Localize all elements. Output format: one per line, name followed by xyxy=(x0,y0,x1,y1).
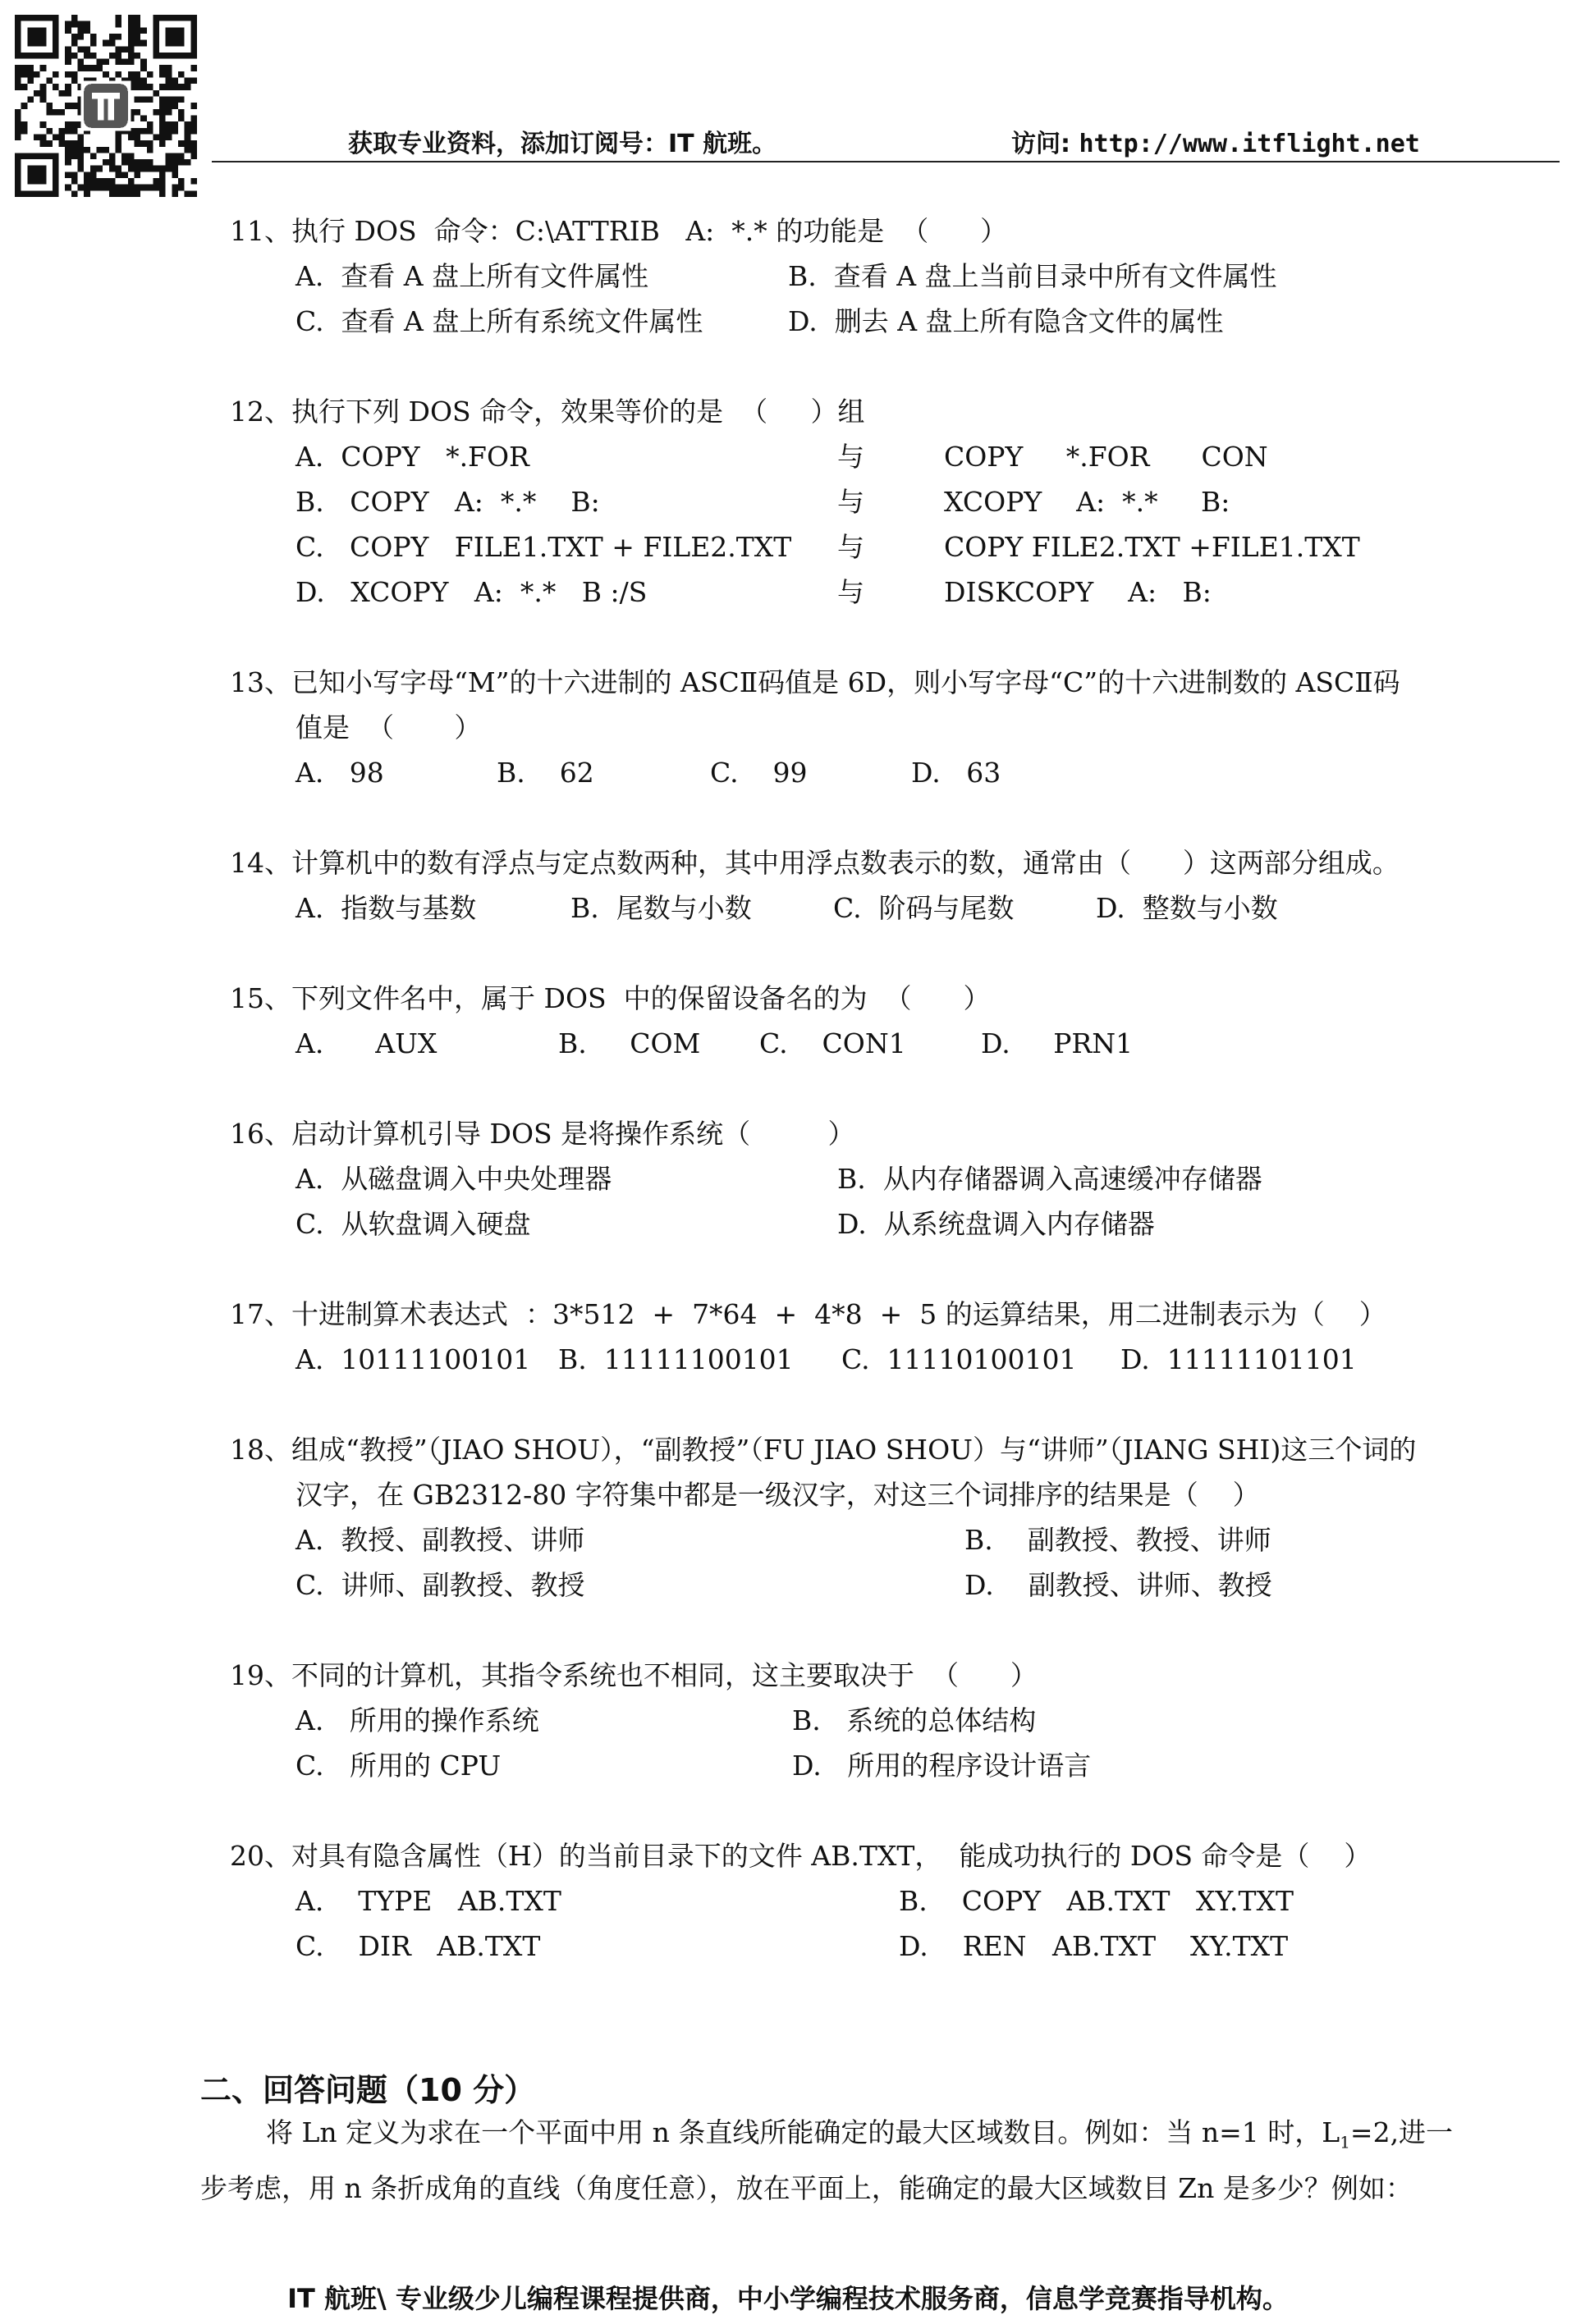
question-block xyxy=(230,660,1560,795)
option-item: B. COM xyxy=(558,1027,701,1059)
header-subscribe-text: 获取专业资料，添加订阅号：IT 航班。 xyxy=(348,130,777,158)
header-visit-label: 访问: xyxy=(1011,130,1070,158)
question-list xyxy=(230,208,1560,2014)
question-block xyxy=(230,1833,1560,1969)
option-item: B. 11111100101 xyxy=(558,1343,794,1375)
option-item: A. 指数与基数 xyxy=(296,892,477,924)
section-2-line-1-end: =2,进一 xyxy=(1349,2116,1454,2148)
section-2-line-2: 步考虑，用 n 条折成角的直线（角度任意），放在平面上，能确定的最大区域数目 Zn 是多少？例如： xyxy=(200,2171,1413,2204)
option-row xyxy=(230,1743,1560,1788)
section-2-line-1 xyxy=(200,2110,1563,2166)
option-item: C. COPY FILE1.TXT + FILE2.TXT xyxy=(296,531,792,563)
option-row xyxy=(230,524,1560,570)
question-stem: 汉字，在 GB2312-80 字符集中都是一级汉字，对这三个词排序的结果是（ ） xyxy=(296,1479,1260,1511)
question-block xyxy=(230,840,1560,931)
option-item: B. 副教授、教授、讲师 xyxy=(964,1524,1271,1556)
option-item: 与 xyxy=(837,576,864,608)
question-block xyxy=(230,1292,1560,1382)
question-stem: 20、对具有隐含属性（H）的当前目录下的文件 AB.TXT， 能成功执行的 DOS 命令是（ ） xyxy=(230,1840,1372,1872)
question-block xyxy=(230,208,1560,344)
question-stem: 值是 （ ） xyxy=(296,711,482,743)
question-block xyxy=(230,389,1560,615)
option-item: D. 从系统盘调入内存储器 xyxy=(837,1208,1155,1240)
option-item: D. 63 xyxy=(911,757,1001,789)
option-row xyxy=(230,885,1560,931)
option-item: C. CON1 xyxy=(759,1027,906,1059)
qr-code-image xyxy=(15,15,197,197)
option-row xyxy=(230,1337,1560,1382)
question-stem: 16、启动计算机引导 DOS 是将操作系统（ ） xyxy=(230,1118,855,1150)
option-item: B. 系统的总体结构 xyxy=(792,1704,1037,1736)
option-item: C. 讲师、副教授、教授 xyxy=(296,1569,585,1601)
question-stem: 18、组成“教授”（JIAO SHOU），“副教授”（FU JIAO SHOU）与“讲师”（JIANG SHI)这三个词的 xyxy=(230,1434,1417,1466)
option-item: B. 查看 A 盘上当前目录中所有文件属性 xyxy=(788,260,1277,292)
option-item: D. 删去 A 盘上所有隐含文件的属性 xyxy=(788,305,1224,337)
option-row xyxy=(230,1517,1560,1562)
option-item: B. COPY A: *.* B: xyxy=(296,486,600,518)
header-divider xyxy=(212,161,1560,162)
section-2-body xyxy=(200,2110,1563,2211)
option-item: A. 10111100101 xyxy=(296,1343,531,1375)
question-block xyxy=(230,976,1560,1066)
question-stem: 19、不同的计算机，其指令系统也不相同，这主要取决于 （ ） xyxy=(230,1659,1038,1691)
option-item: D. XCOPY A: *.* B :/S xyxy=(296,576,648,608)
question-stem: 14、计算机中的数有浮点与定点数两种，其中用浮点数表示的数，通常由（ ）这两部分组成。 xyxy=(230,847,1400,879)
option-item: A. 查看 A 盘上所有文件属性 xyxy=(296,260,649,292)
section-2-title: 二、回答问题（10 分） xyxy=(200,2072,536,2108)
question-stem: 11、执行 DOS 命令：C:\ATTRIB A: *.* 的功能是 （ ） xyxy=(230,215,1008,247)
option-item: D. PRN1 xyxy=(981,1027,1134,1059)
option-item: D. 副教授、讲师、教授 xyxy=(964,1569,1272,1601)
option-row xyxy=(230,254,1560,299)
option-item: 与 xyxy=(837,531,864,563)
option-row xyxy=(230,1698,1560,1743)
header-url-link[interactable]: http://www.itflight.net xyxy=(1079,130,1420,158)
option-row xyxy=(230,479,1560,524)
option-row xyxy=(230,1021,1560,1066)
option-row xyxy=(230,1878,1560,1924)
option-item: D. 11111101101 xyxy=(1120,1343,1357,1375)
option-item: C. 11110100101 xyxy=(841,1343,1077,1375)
option-item: 与 xyxy=(837,486,864,518)
question-block xyxy=(230,1111,1560,1247)
option-item: XCOPY A: *.* B: xyxy=(944,486,1230,518)
option-item: B. COPY AB.TXT XY.TXT xyxy=(899,1885,1294,1917)
option-item: A. COPY *.FOR xyxy=(296,441,529,473)
option-row xyxy=(230,1924,1560,1969)
option-item: C. 查看 A 盘上所有系统文件属性 xyxy=(296,305,703,337)
question-stem: 17、十进制算术表达式 ：3*512 + 7*64 + 4*8 + 5 的运算结果，用二进制表示为（ ） xyxy=(230,1298,1386,1330)
option-item: D. 整数与小数 xyxy=(1096,892,1278,924)
option-item: C. 阶码与尾数 xyxy=(833,892,1015,924)
question-stem: 13、已知小写字母“M”的十六进制的 ASCⅡ码值是 6D，则小写字母“C”的十六进制数的 ASCⅡ码 xyxy=(230,666,1400,698)
section-2-line-1-text: 将 Ln 定义为求在一个平面中用 n 条直线所能确定的最大区域数目。例如：当 n=1 时，L xyxy=(266,2116,1340,2148)
option-item: DISKCOPY A: B: xyxy=(944,576,1212,608)
option-item: C. DIR AB.TXT xyxy=(296,1930,541,1962)
section-2-subscript: 1 xyxy=(1340,2132,1350,2152)
option-row xyxy=(230,1201,1560,1247)
option-item: A. 所用的操作系统 xyxy=(296,1704,539,1736)
option-row xyxy=(230,434,1560,479)
option-row xyxy=(230,1562,1560,1608)
option-item: C. 99 xyxy=(710,757,808,789)
option-item: D. REN AB.TXT XY.TXT xyxy=(899,1930,1289,1962)
option-row xyxy=(230,299,1560,344)
option-row xyxy=(230,570,1560,615)
option-item: B. 尾数与小数 xyxy=(570,892,752,924)
option-item: A. 98 xyxy=(296,757,384,789)
question-stem: 15、下列文件名中，属于 DOS 中的保留设备名的为 （ ） xyxy=(230,982,991,1014)
option-row xyxy=(230,750,1560,795)
option-row xyxy=(230,1156,1560,1201)
option-item: D. 所用的程序设计语言 xyxy=(792,1750,1092,1782)
option-item: A. AUX xyxy=(296,1027,438,1059)
header-visit xyxy=(1011,123,1420,159)
option-item: C. 所用的 CPU xyxy=(296,1750,502,1782)
footer-text: IT 航班\ 专业级少儿编程课程提供商，中小学编程技术服务商，信息学竞赛指导机构。 xyxy=(287,2283,1289,2314)
option-item: A. 从磁盘调入中央处理器 xyxy=(296,1163,612,1195)
option-item: B. 62 xyxy=(497,757,594,789)
option-item: C. 从软盘调入硬盘 xyxy=(296,1208,531,1240)
option-item: COPY *.FOR CON xyxy=(944,441,1268,473)
option-item: COPY FILE2.TXT +FILE1.TXT xyxy=(944,531,1360,563)
option-item: B. 从内存储器调入高速缓冲存储器 xyxy=(837,1163,1262,1195)
option-item: 与 xyxy=(837,441,864,473)
option-item: A. TYPE AB.TXT xyxy=(296,1885,561,1917)
option-item: A. 教授、副教授、讲师 xyxy=(296,1524,585,1556)
question-stem: 12、执行下列 DOS 命令，效果等价的是 （ ）组 xyxy=(230,396,865,428)
question-block xyxy=(230,1427,1560,1608)
question-block xyxy=(230,1653,1560,1788)
